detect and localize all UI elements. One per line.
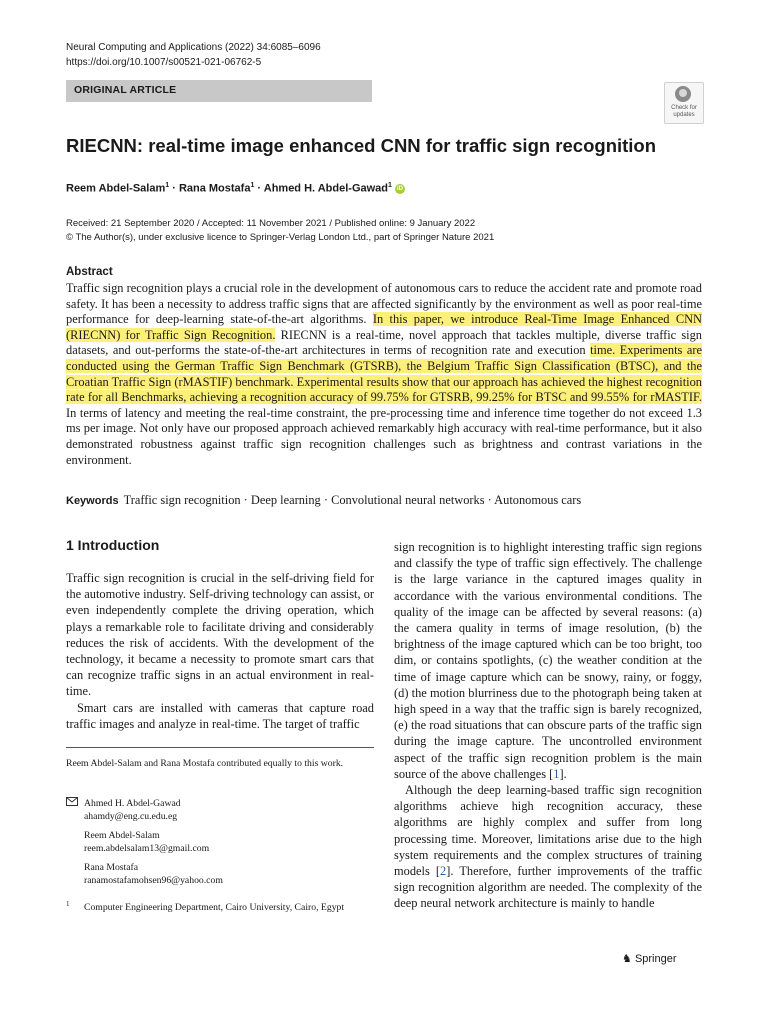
article-dates: Received: 21 September 2020 / Accepted: 11 November 2021 / Published online: 9 January 2022	[66, 218, 476, 229]
keywords-list: Traffic sign recognition · Deep learning · Convolutional neural networks · Autonomous cars	[123, 493, 582, 507]
doi-link[interactable]: https://doi.org/10.1007/s00521-021-06762-5	[66, 57, 262, 68]
equal-contribution-note: Reem Abdel-Salam and Rana Mostafa contributed equally to this work.	[66, 758, 344, 769]
paragraph-text: sign recognition is to highlight interesting traffic sign regions and classify the type of traffic sign effectively. The challenge is the large variance in the captured images quality in accordance with the various environmental conditions. The quality of the image can be affected by several reasons: (a) the camera quality in terms of image resolution, (b) the brightness of the image captured which can be too bright, too dim, or contains spotlights, (c) the weather condition at the time of image capture which can be snowy, rainy, or foggy, (d) the motion blurriness due to the photograph being taken at high speed in a way that the traffic sign is barely recognized, (e) the road situations that can obscure parts of the traffic sign during the image capture. The uncontrolled environment aspect of the traffic sign recognition problem is the main source of the above challenges [	[394, 540, 702, 781]
journal-citation: Neural Computing and Applications (2022) 34:6085–6096	[66, 42, 321, 53]
author-email[interactable]: ahamdy@eng.cu.edu.eg	[84, 811, 178, 822]
author-name: Reem Abdel-Salam	[84, 830, 160, 841]
paragraph-text: ].	[559, 766, 567, 781]
springer-horse-icon: ♞	[622, 953, 632, 965]
author-name: Ahmed H. Abdel-Gawad	[84, 798, 181, 809]
corresponding-authors	[84, 797, 374, 887]
publisher-logo	[622, 952, 677, 965]
footnote-divider	[66, 747, 374, 748]
author-1-affil: 1	[165, 182, 170, 189]
author-email[interactable]: reem.abdelsalam13@gmail.com	[84, 843, 210, 854]
check-for-updates-button[interactable]	[664, 82, 704, 124]
envelope-icon	[66, 797, 78, 809]
author-separator: ·	[169, 182, 179, 195]
author-name: Rana Mostafa	[84, 862, 139, 873]
author-2: Rana Mostafa	[178, 182, 251, 195]
check-updates-label-1: Check for	[671, 105, 697, 111]
abstract-text: RIECNN is a real-time, novel approach that tackles multiple, diverse traffic sign datasets, and out-performs the state-of-the-art architectures in terms of recognition rate and execution	[66, 327, 703, 358]
copyright-notice: © The Author(s), under exclusive licence to Springer-Verlag London Ltd., part of Springer Nature 2021	[66, 232, 495, 243]
paragraph	[394, 539, 702, 782]
author-email[interactable]: ranamostafamohsen96@yahoo.com	[84, 875, 223, 886]
keywords-label: Keywords	[66, 495, 119, 507]
right-column	[394, 539, 702, 912]
author-list	[66, 178, 405, 197]
paragraph: Smart cars are installed with cameras that capture road traffic images and analyze in real-time. The target of traffic	[66, 700, 374, 731]
check-updates-label-2: updates	[673, 112, 695, 118]
affiliation-number: 1	[66, 900, 70, 908]
paragraph: Traffic sign recognition is crucial in the self-driving field for the automotive industry. Self-driving technology can assist, or even independently complete the driving operation, which plays a remarkable role to facilitate driving and considerably reduces the risk of accidents. With the development of the technology, it became a necessity to promote smart cars that can recognize traffic signs in an actual environment in real-time.	[66, 571, 374, 699]
author-separator: ·	[254, 182, 264, 195]
paragraph-text: ]. Therefore, further improvements of the traffic sign recognition algorithm are needed. The complexity of the deep neural network architecture is mainly to handle	[394, 864, 702, 911]
keywords	[66, 492, 581, 509]
abstract-highlight: In this paper, we introduce Real-Time Image Enhanced CNN (RIECNN) for Traffic Sign Recognition.	[66, 312, 703, 342]
author-1: Reem Abdel-Salam	[66, 182, 166, 195]
check-updates-icon	[675, 86, 691, 102]
article-type-label: ORIGINAL ARTICLE	[74, 84, 177, 96]
publisher-name: Springer	[634, 953, 677, 965]
author-2-affil: 1	[250, 182, 255, 189]
section-heading-introduction: 1 Introduction	[66, 537, 160, 553]
article-type-badge	[66, 80, 372, 102]
abstract-text: In terms of latency and meeting the real-time constraint, the pre-processing time and inference time together do not exceed 1.3 ms per image. Not only have our proposed approach achieved remarkably high accuracy with real-time performance, but it also demonstrated robustness against traffic sign recognition challenges such as brightness and contrast variations in the environment.	[66, 405, 702, 467]
abstract-heading: Abstract	[66, 266, 113, 278]
abstract-text: Traffic sign recognition plays a crucial role in the development of autonomous cars to reduce the accident rate and promote road safety. It has been a necessity to address traffic signs that are affected significantly by the environment as well as poor real-time performance for deep-learning state-of-the-art algorithms.	[66, 281, 702, 327]
author-3-affil: 1	[388, 182, 392, 189]
affiliation-text: Computer Engineering Department, Cairo University, Cairo, Egypt	[84, 902, 345, 913]
citation-link[interactable]: 2	[440, 864, 447, 879]
paper-title: RIECNN: real-time image enhanced CNN for traffic sign recognition	[66, 135, 657, 156]
abstract-body	[66, 281, 702, 468]
citation-link[interactable]: 1	[553, 766, 560, 781]
left-column	[66, 570, 374, 732]
abstract-highlight: time. Experiments are conducted using the German Traffic Sign Benchmark (GTSRB), the Belgium Traffic Sign Classification (BTSC), and the Croatian Traffic Sign (rMASTIF) benchmark. Experimental results show that our approach has achieved the highest recognition rate for all Benchmarks, achieving a recognition accuracy of 99.75% for GTSRB, 99.25% for BTSC and 99.55% for rMASTIF.	[66, 343, 702, 405]
orcid-icon[interactable]: iD	[396, 185, 403, 192]
paragraph-text: Although the deep learning-based traffic sign recognition algorithms achieve high recognition accuracy, these algorithms are highly complex and suffer from long processing time. Moreover, limitations arise due to the high system requirements and the complex structures of training models [	[394, 783, 702, 879]
paragraph	[394, 782, 702, 912]
author-3: Ahmed H. Abdel-Gawad	[263, 182, 389, 195]
